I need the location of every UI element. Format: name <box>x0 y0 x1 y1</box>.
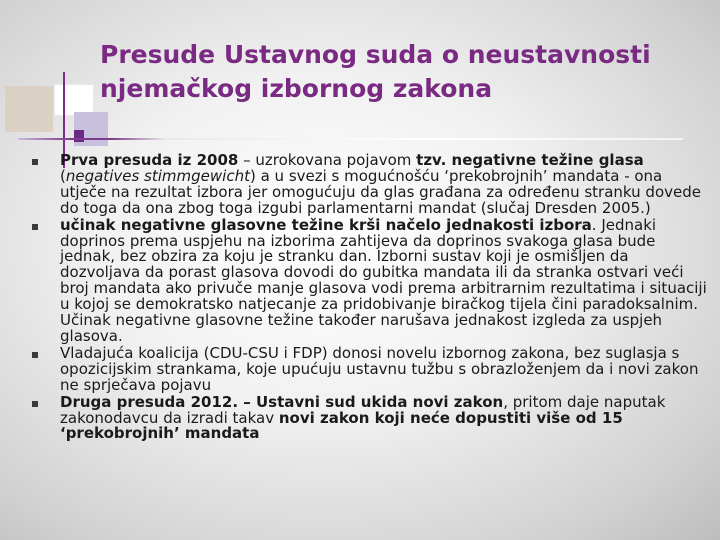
bullet-item-2 <box>30 215 710 345</box>
square-bullet-icon <box>32 401 38 407</box>
square-bullet-icon <box>32 159 38 165</box>
decor-square-purple <box>74 130 84 142</box>
bullet-4-bold-end: novi zakon koji neće dopustiti više od 15 ‘prekobrojnih’ mandata <box>60 408 623 443</box>
bullet-item-4 <box>30 392 710 443</box>
bullet-2-text: . Jednaki doprinos prema uspjehu na izborima zahtijeva da doprinos svakoga glasa bude jednak, bez obzira za koju je stranku dan. Izborni sustav koji je osmišljen da dozvoljava da porast glasova dovodi do gubitka mandata ili da stranka ostvari veći broj mandata ako privuče manje glasova vodi prema arbitrarnim rezultatima i situaciji u kojoj se demokratsko natjecanje za pridobivanje biračkog tijela čini paradoksalnim. Učinak negativne glasovne težine također narušava jednakost izgleda za uspjeh glasova. <box>60 215 707 345</box>
bullet-1-text-c: ) a u svezi s mogućnošću ‘prekobrojnih’ mandata - ona utječe na rezultat izbora jer omogućuju da glas građana za određenu stranku dovede do toga da ona zbog toga izgubi parlamentarni mandat (slučaj Dresden 2005.) <box>60 166 701 217</box>
slide-title <box>100 38 700 106</box>
bullet-1-bold-term: tzv. negativne težine glasa <box>416 151 644 169</box>
bullet-4-text: , pritom daje naputak zakonodavcu da izradi takav <box>60 392 666 427</box>
bullet-1-italic-term: negatives stimmgewicht <box>65 166 250 185</box>
decor-square-tan <box>5 86 53 132</box>
bullet-3-text: Vladajuća koalicija (CDU-CSU i FDP) donosi novelu izbornog zakona, bez suglasja s opozicijskim strankama, koje upućuju ustavnu tužbu s obrazloženjem da i novi zakon ne sprječava pojavu <box>60 343 699 394</box>
square-bullet-icon <box>32 352 38 358</box>
bullet-2-bold-lead: učinak negativne glasovne težine krši načelo jednakosti izbora <box>60 215 592 234</box>
bullet-item-3 <box>30 343 710 394</box>
slide-title-line-1: Presude Ustavnog suda o neustavnosti <box>100 40 651 69</box>
slide-title-line-2: njemačkog izbornog zakona <box>100 74 493 103</box>
bullet-1-text-b: ( <box>60 166 66 185</box>
bullet-1-text-a: – uzrokovana pojavom <box>238 151 417 169</box>
bullet-4-bold-lead: Druga presuda 2012. – Ustavni sud ukida novi zakon <box>60 392 504 411</box>
square-bullet-icon <box>32 224 38 230</box>
bullet-1-bold-lead: Prva presuda iz 2008 <box>60 151 239 169</box>
bullet-list <box>30 153 710 442</box>
decor-horizontal-line <box>18 138 683 140</box>
bullet-item-1 <box>30 153 710 217</box>
